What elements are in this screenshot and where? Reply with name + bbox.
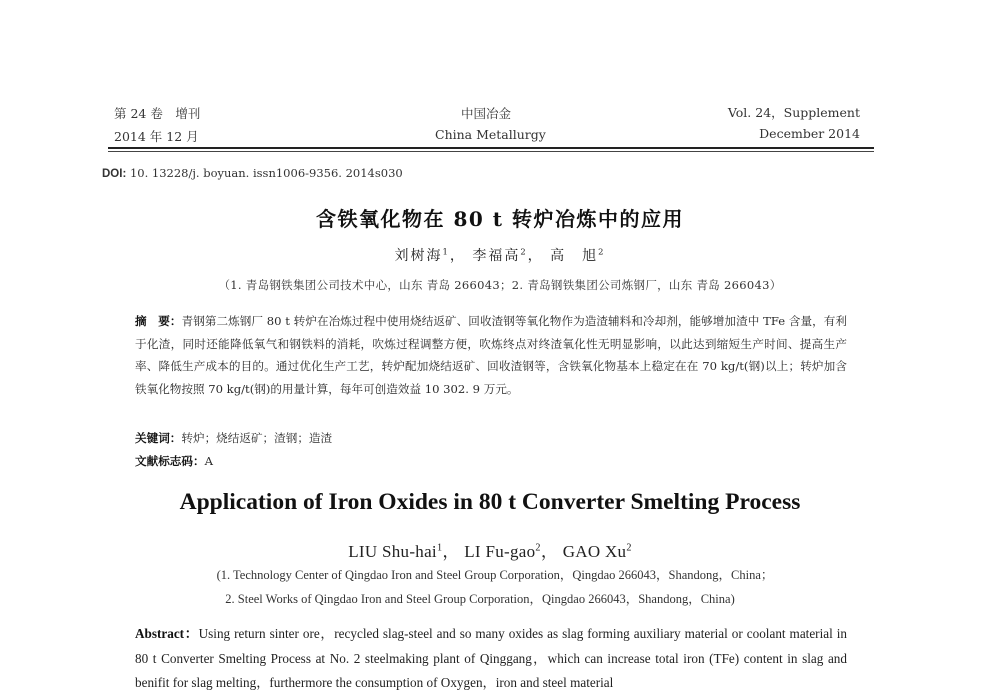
en-affiliation-line-2: 2. Steel Works of Qingdao Iron and Steel Group Corporation，Qingdao 266043，Shandong，China) <box>225 592 735 606</box>
cn-author-1: 刘树海$^1$ <box>394 246 450 264</box>
cn-keywords-text: 转炉；烧结返矿；渣钢；造渣 <box>181 431 333 445</box>
header-rule-thick <box>108 147 874 149</box>
cn-authors: 刘树海$^1$， 李福高$^2$， 高 旭$^2$ <box>394 246 606 264</box>
doi-label: DOI: <box>102 168 127 180</box>
cn-author-3: 高 旭$^2$ <box>550 246 606 264</box>
cn-abstract <box>135 310 847 400</box>
header-rule-thin <box>108 151 874 152</box>
journal-date-cn: 2014 年 12 月 <box>114 129 199 144</box>
cn-title: 含铁氧化物在 80 t 转炉冶炼中的应用 <box>316 207 684 231</box>
en-affiliation-line-1: (1. Technology Center of Qingdao Iron and Steel Group Corporation，Qingdao 266043，Shandong，China； <box>216 568 774 582</box>
journal-date-en: December 2014 <box>759 126 860 141</box>
cn-affiliation: （1. 青岛钢铁集团公司技术中心，山东 青岛 266043；2. 青岛钢铁集团公司炼钢厂，山东 青岛 266043） <box>218 278 782 292</box>
journal-name-en: China Metallurgy <box>435 127 546 142</box>
cn-doc-code-value: A <box>204 454 213 468</box>
cn-abstract-label: 摘 要： <box>135 314 182 328</box>
en-abstract-label: Abstract： <box>135 626 199 641</box>
en-abstract <box>135 622 847 696</box>
cn-doc-code-label: 文献标志码： <box>135 454 205 468</box>
cn-keywords-label: 关键词： <box>135 431 182 445</box>
en-author-3: GAO Xu$^2$ <box>562 542 632 561</box>
journal-volume-issue: 第 24 卷 增刊 <box>114 106 201 121</box>
doi-line <box>102 166 403 180</box>
journal-name-cn: 中国冶金 <box>461 106 512 121</box>
en-authors: LIU Shu-hai$^1$， LI Fu-gao$^2$， GAO Xu$^2$ <box>348 542 632 561</box>
doi-value: 10. 13228/j. boyuan. issn1006-9356. 2014s030 <box>129 166 403 180</box>
cn-doc-code <box>135 450 847 473</box>
journal-volume-en: Vol. 24，Supplement <box>727 105 860 120</box>
cn-abstract-text: 青钢第二炼钢厂 80 t 转炉在冶炼过程中使用烧结返矿、回收渣钢等氧化物作为造渣辅料和冷却剂，能够增加渣中 TFe 含量，有利于化渣，同时还能降低氧气和钢铁料的消耗，吹炼过程调整方便，吹炼终点对终渣氧化性无明显影响，以此达到缩短生产时间、提高生产率、降低生产成本的目的。通过优化生产工艺，转炉配加烧结返矿、回收渣钢等，含铁氧化物基本上稳定在在 70 kg/t(钢)以上；转炉加含铁氧化物按照 70 kg/t(钢)的用量计算，每年可创造效益 10 302. 9 万元。 <box>135 314 847 396</box>
en-title: Application of Iron Oxides in 80 t Converter Smelting Process <box>179 489 801 515</box>
en-author-2: LI Fu-gao$^2$ <box>464 542 541 561</box>
cn-author-2: 李福高$^2$ <box>472 246 528 264</box>
en-abstract-text: Using return sinter ore，recycled slag-steel and so many oxides as slag forming auxiliary material or coolant material in 80 t Converter Smelting Process at No. 2 steelmaking plant of Qinggang，which can increase total iron (TFe) content in slag and benifit for slag melting，furthermore the consumption of Oxygen，iron and steel material <box>135 626 847 690</box>
en-author-1: LIU Shu-hai$^1$ <box>348 542 443 561</box>
cn-keywords <box>135 427 847 450</box>
